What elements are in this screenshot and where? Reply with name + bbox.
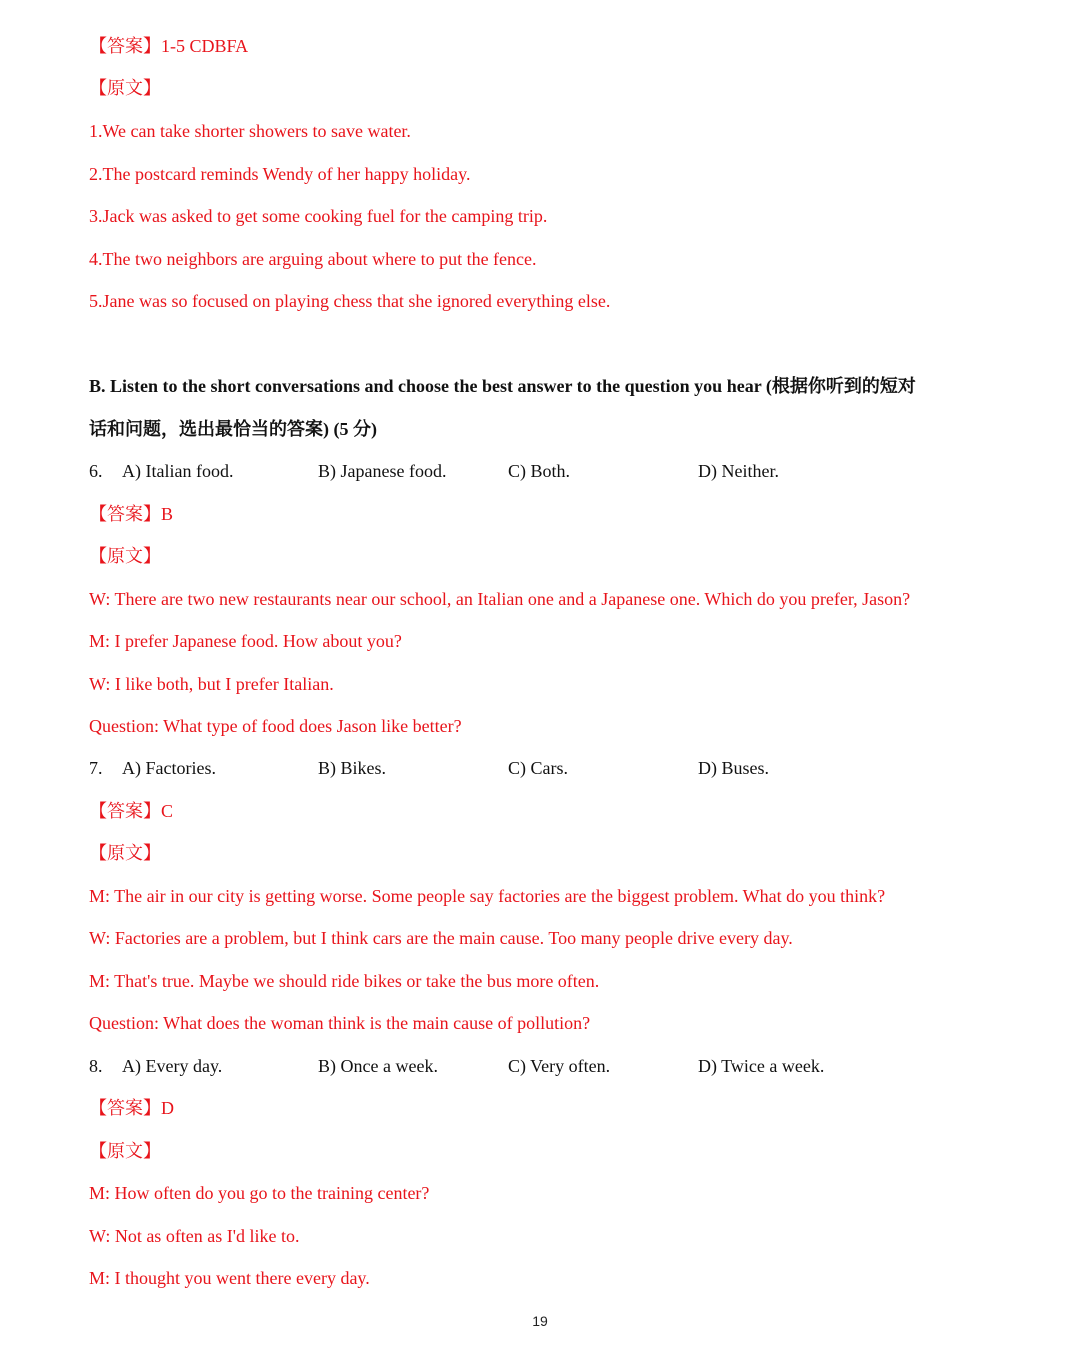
option-c: C) Very often. (508, 1056, 611, 1076)
transcript-question: Question: What does the woman think is the main cause of pollution? (89, 1013, 591, 1033)
question-number: 8. (89, 1056, 103, 1076)
transcript-line: M: I prefer Japanese food. How about you? (89, 631, 402, 651)
option-a: A) Italian food. (122, 461, 234, 481)
transcript-line: 5.Jane was so focused on playing chess that she ignored everything else. (89, 291, 611, 311)
transcript-line: M: That's true. Maybe we should ride bikes or take the bus more often. (89, 971, 600, 991)
option-d: D) Buses. (698, 758, 769, 778)
question-number: 7. (89, 758, 103, 778)
original-text-label: 【原文】 (89, 78, 161, 98)
transcript-line: 2.The postcard reminds Wendy of her happy holiday. (89, 164, 471, 184)
transcript-line: 3.Jack was asked to get some cooking fuel for the camping trip. (89, 206, 548, 226)
original-text-label: 【原文】 (89, 1141, 161, 1161)
transcript-line: W: Not as often as I'd like to. (89, 1226, 300, 1246)
transcript-line: M: I thought you went there every day. (89, 1268, 370, 1288)
option-a: A) Every day. (122, 1056, 223, 1076)
option-b: B) Japanese food. (318, 461, 447, 481)
original-text-label: 【原文】 (89, 546, 161, 566)
transcript-line: M: The air in our city is getting worse. Some people say factories are the biggest problem. What do you think? (89, 886, 886, 906)
transcript-line: M: How often do you go to the training center? (89, 1183, 430, 1203)
answer-key: 【答案】C (89, 801, 174, 821)
option-b: B) Once a week. (318, 1056, 438, 1076)
section-b-heading: B. Listen to the short conversations and choose the best answer to the question you hear (根据你听到的短对 (89, 376, 916, 396)
answer-key: 【答案】D (89, 1098, 174, 1118)
option-c: C) Cars. (508, 758, 568, 778)
answer-key: 【答案】B (89, 504, 174, 524)
transcript-line: W: I like both, but I prefer Italian. (89, 674, 334, 694)
answer-key-1-5: 【答案】1-5 CDBFA (89, 36, 249, 56)
transcript-line: W: There are two new restaurants near our school, an Italian one and a Japanese one. Which do you prefer, Jason? (89, 589, 911, 609)
option-d: D) Neither. (698, 461, 779, 481)
transcript-line: 4.The two neighbors are arguing about where to put the fence. (89, 249, 537, 269)
transcript-line: W: Factories are a problem, but I think cars are the main cause. Too many people drive every day. (89, 928, 793, 948)
option-a: A) Factories. (122, 758, 216, 778)
transcript-question: Question: What type of food does Jason like better? (89, 716, 462, 736)
page-number: 19 (532, 1313, 548, 1329)
option-c: C) Both. (508, 461, 571, 481)
option-d: D) Twice a week. (698, 1056, 825, 1076)
section-b-heading-cont: 话和问题，选出最恰当的答案) (5 分) (89, 419, 377, 439)
question-number: 6. (89, 461, 103, 481)
transcript-line: 1.We can take shorter showers to save water. (89, 121, 411, 141)
option-b: B) Bikes. (318, 758, 387, 778)
original-text-label: 【原文】 (89, 843, 161, 863)
